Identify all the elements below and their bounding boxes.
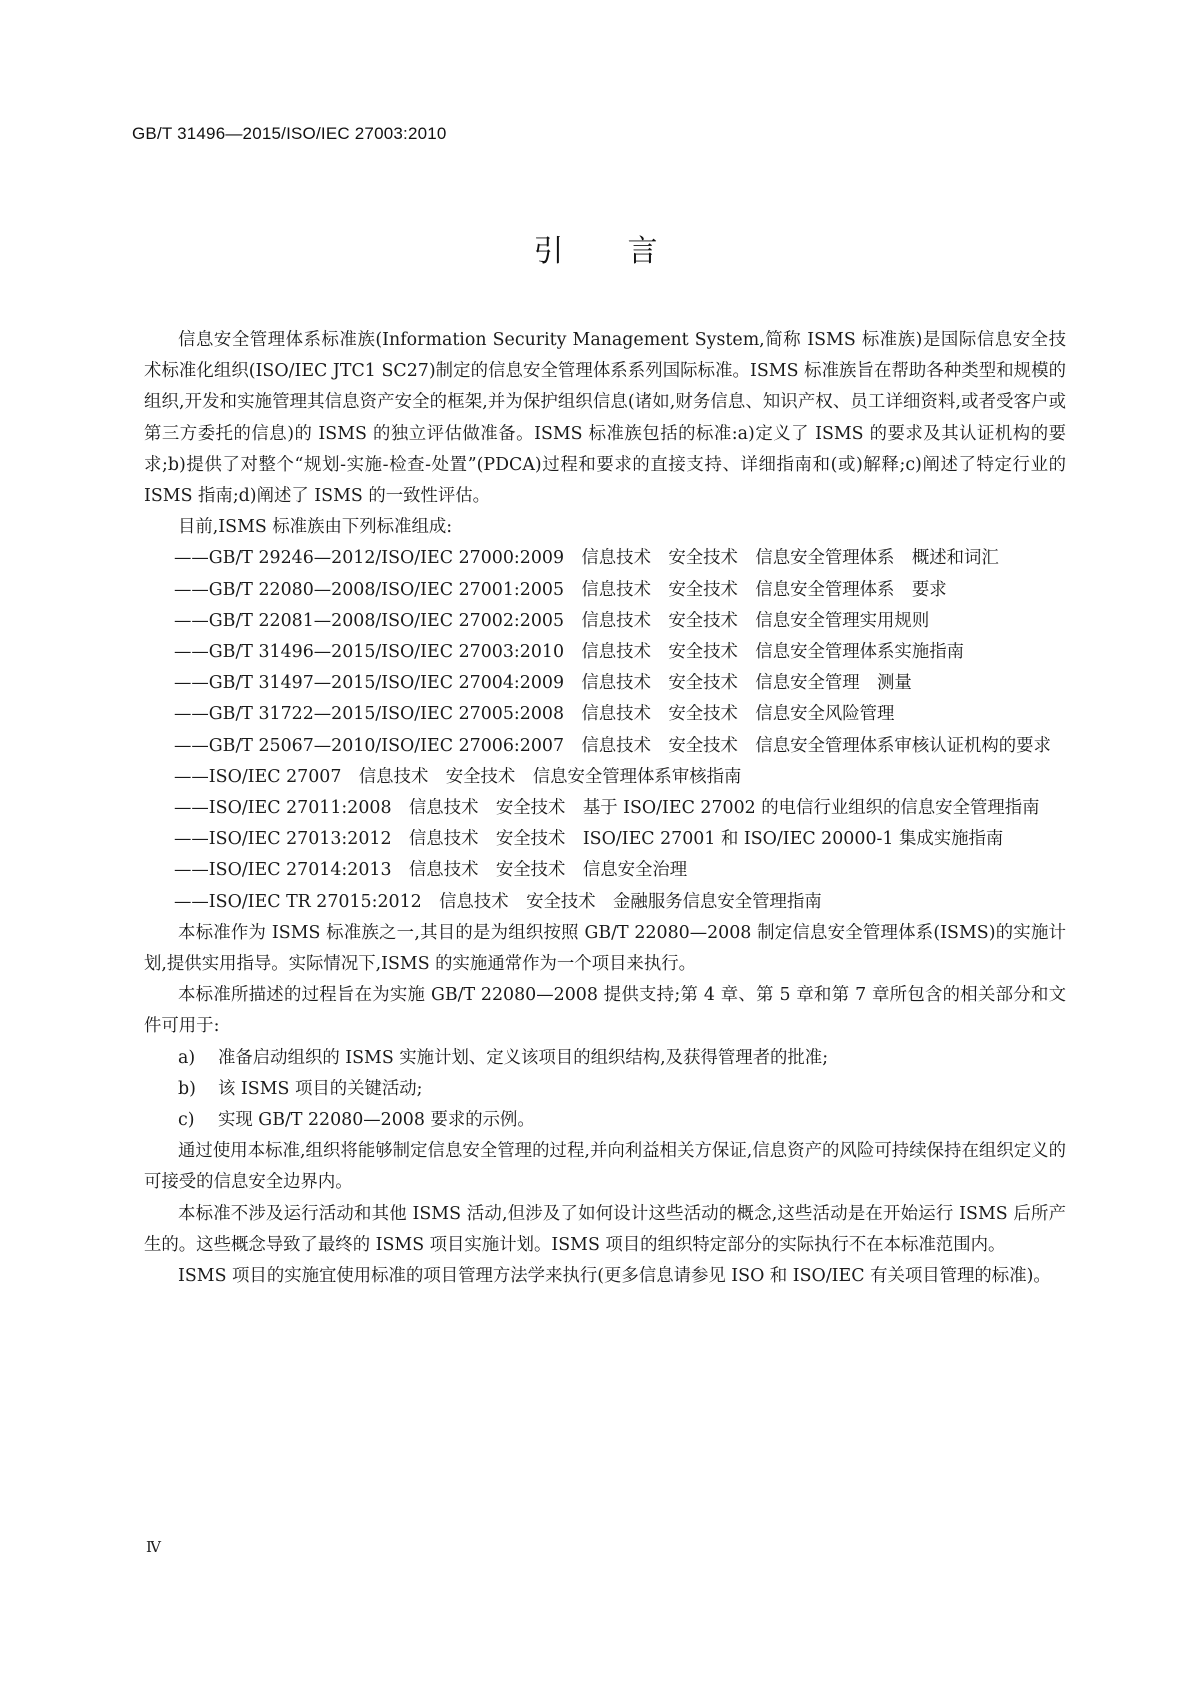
purpose-paragraph: 本标准作为 ISMS 标准族之一,其目的是为组织按照 GB/T 22080—2008 制定信息安全管理体系(ISMS)的实施计划,提供实用指导。实际情况下,ISMS 的实施通常作为一个项目来执行。 [144,922,1066,975]
use-marker: a) [178,1047,196,1068]
standard-item: ——ISO/IEC 27013:2012 信息技术 安全技术 ISO/IEC 27001 和 ISO/IEC 20000-1 集成实施指南 [174,829,1004,850]
standard-item: ——GB/T 25067—2010/ISO/IEC 27006:2007 信息技术 安全技术 信息安全管理体系审核认证机构的要求 [174,735,1051,756]
standard-item: ——GB/T 29246—2012/ISO/IEC 27000:2009 信息技术 安全技术 信息安全管理体系 概述和词汇 [174,548,999,569]
standard-item: ——ISO/IEC 27014:2013 信息技术 安全技术 信息安全治理 [174,860,688,881]
standard-item: ——GB/T 31722—2015/ISO/IEC 27005:2008 信息技术 安全技术 信息安全风险管理 [174,704,895,725]
standard-item: ——GB/T 31496—2015/ISO/IEC 27003:2010 信息技术 安全技术 信息安全管理体系实施指南 [174,642,964,663]
use-text: 实现 GB/T 22080—2008 要求的示例。 [218,1110,535,1131]
use-marker: b) [178,1078,196,1099]
use-item [144,1074,1066,1105]
methodology-paragraph: ISMS 项目的实施宜使用标准的项目管理方法学来执行(更多信息请参见 ISO 和 ISO/IEC 有关项目管理的标准)。 [178,1266,1051,1287]
use-item [144,1043,1066,1074]
use-text: 该 ISMS 项目的关键活动; [218,1078,423,1099]
standards-list [144,543,1066,917]
section-title: 引言 [533,234,722,269]
benefit-paragraph: 通过使用本标准,组织将能够制定信息安全管理的过程,并向利益相关方保证,信息资产的风险可持续保持在组织定义的可接受的信息安全边界内。 [144,1141,1066,1193]
standard-item: ——ISO/IEC 27011:2008 信息技术 安全技术 基于 ISO/IEC 27002 的电信行业组织的信息安全管理指南 [174,798,1040,819]
standard-item: ——GB/T 31497—2015/ISO/IEC 27004:2009 信息技术 安全技术 信息安全管理 测量 [174,673,912,694]
standard-item: ——ISO/IEC 27007 信息技术 安全技术 信息安全管理体系审核指南 [174,766,742,787]
page-number: Ⅳ [146,1538,161,1556]
standard-item: ——ISO/IEC TR 27015:2012 信息技术 安全技术 金融服务信息安全管理指南 [174,891,822,912]
scope-paragraph: 本标准所描述的过程旨在为实施 GB/T 22080—2008 提供支持;第 4 章、第 5 章和第 7 章所包含的相关部分和文件可用于: [144,985,1066,1037]
intro-paragraph: 信息安全管理体系标准族(Information Security Management System,简称 ISMS 标准族)是国际信息安全技术标准化组织(ISO/IEC JTC1 SC27)制定的信息安全管理体系系列国际标准。ISMS 标准族旨在帮助各种类型和规模的组织,开发和实施管理其信息资产安全的框架,并为保护组织信息(诸如,财务信息、知识产权、员工详细资料,或者受客户或第三方委托的信息)的 ISMS 的独立评估做准备。ISMS 标准族包括的标准:a)定义了 ISMS 的要求及其认证机构的要求;b)提供了对整个“规划-实施-检查-处置”(PDCA)过程和要求的直接支持、详细指南和(或)解释;c)阐述了特定行业的 ISMS 指南;d)阐述了 ISMS 的一致性评估。 [144,330,1066,507]
uses-list [144,1043,1066,1137]
document-body [144,325,1066,1292]
exclusion-paragraph: 本标准不涉及运行活动和其他 ISMS 活动,但涉及了如何设计这些活动的概念,这些活动是在开始运行 ISMS 后所产生的。这些概念导致了最终的 ISMS 项目实施计划。ISMS 项目的组织特定部分的实际执行不在本标准范围内。 [144,1203,1066,1255]
use-marker: c) [178,1110,195,1131]
standards-list-lead: 目前,ISMS 标准族由下列标准组成: [178,517,453,538]
use-item [144,1105,1066,1136]
standard-code-header: GB/T 31496—2015/ISO/IEC 27003:2010 [132,124,447,143]
use-text: 准备启动组织的 ISMS 实施计划、定义该项目的组织结构,及获得管理者的批准; [218,1047,829,1068]
standard-item: ——GB/T 22081—2008/ISO/IEC 27002:2005 信息技术 安全技术 信息安全管理实用规则 [174,610,930,631]
standard-item: ——GB/T 22080—2008/ISO/IEC 27001:2005 信息技术 安全技术 信息安全管理体系 要求 [174,579,947,600]
